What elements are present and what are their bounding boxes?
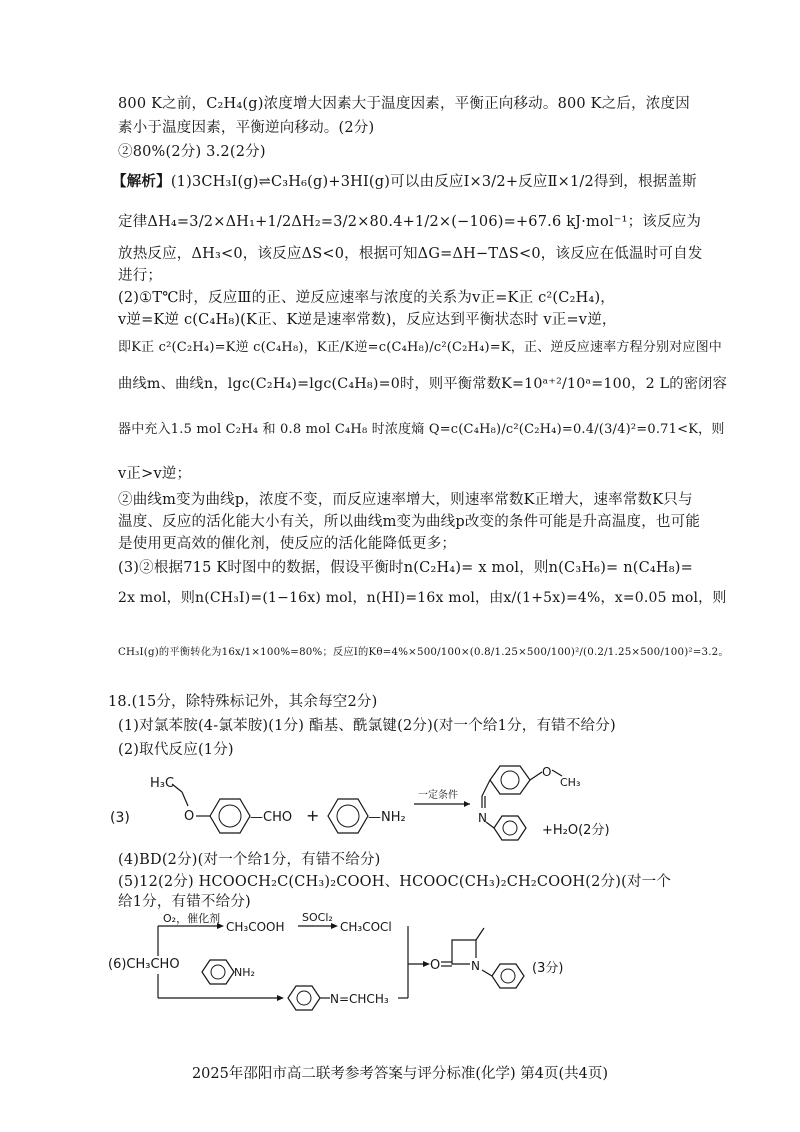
scheme6-score: (3分) <box>532 961 564 976</box>
text-line-15: 温度、反应的活化能大小有关，所以曲线m变为曲线p改变的条件可能是升高温度，也可能 <box>118 514 701 530</box>
text-line-5: 定律ΔH₄=3/2×ΔH₁+1/2ΔH₂=3/2×80.4+1/2×(−106)=+67.6 kJ·mol⁻¹；该反应为 <box>118 214 702 230</box>
text-line-9: v逆=K逆 c(C₄H₈)(K正、K逆是速率常数)，反应达到平衡状态时 v正=v逆， <box>118 312 617 328</box>
reaction-scheme-6 <box>108 912 628 1024</box>
scheme3-tail: +H₂O(2分) <box>542 823 610 838</box>
scheme6-nh2: NH₂ <box>234 966 255 979</box>
text-line-13: v正>v逆； <box>118 466 192 482</box>
scheme3-och3-o: O <box>542 765 552 779</box>
scheme3-ch3: CH₃ <box>560 776 581 789</box>
benzene-ring-7 <box>492 964 524 988</box>
text-line-6: 放热反应，ΔH₃<0，该反应ΔS<0，根据可知ΔG=ΔH−TΔS<0，该反应在低温时可自发 <box>118 246 703 262</box>
benzene-ring-6 <box>288 986 320 1010</box>
scheme6-socl2: SOCl₂ <box>302 912 333 924</box>
scheme6-ch3cocl: CH₃COCl <box>340 920 392 934</box>
scheme6-ch3cooh: CH₃COOH <box>226 920 285 934</box>
text-line-19: CH₃I(g)的平衡转化为16x/1×100%=80%；反应Ⅰ的Kθ=4%×500/100×(0.8/1.25×500/100)²/(0.2/1.25×500/100)²=3.2。 <box>118 646 729 658</box>
scheme6-label: (6)CH₃CHO <box>108 957 180 972</box>
text-line-3: ②80%(2分) 3.2(2分) <box>118 144 266 160</box>
q18-answer-4: (4)BD(2分)(对一个给1分，有错不给分) <box>118 852 381 868</box>
benzene-ring-1 <box>210 799 250 833</box>
page-footer: 2025年邵阳市高二联考参考答案与评分标准(化学) 第4页(共4页) <box>191 1066 609 1082</box>
analysis-tag: 【解析】 <box>112 173 171 190</box>
scheme6-imine: N=CHCH₃ <box>330 992 389 1006</box>
text-line-16: 是使用更高效的催化剂，使反应的活化能降低更多； <box>118 536 457 552</box>
text-line-10: 即K正 c²(C₂H₄)=K逆 c(C₄H₈)，K正/K逆=c(C₄H₈)/c²(C₂H₄)=K，正、逆反应速率方程分别对应图中 <box>118 340 723 355</box>
text-line-2: 素小于温度因素，平衡逆向移动。(2分) <box>118 120 375 136</box>
scheme3-condition: 一定条件 <box>418 790 458 801</box>
text-line-18: 2x mol，则n(CH₃I)=(1−16x) mol，n(HI)=16x mol，由x/(1+5x)=4%，x=0.05 mol，则 <box>118 590 727 606</box>
text-line-7: 进行； <box>118 268 163 284</box>
q18-answer-5: (5)12(2分) HCOOCH₂C(CH₃)₂COOH、HCOOC(CH₃)₂CH₂COOH(2分)(对一个 <box>118 874 672 890</box>
scheme3-label: (3) <box>110 810 130 826</box>
q18-answer-1: (1)对氯苯胺(4-氯苯胺)(1分) 酯基、酰氯键(2分)(对一个给1分，有错不给分) <box>118 718 616 734</box>
text-line-1: 800 K之前，C₂H₄(g)浓度增大因素大于温度因素，平衡正向移动。800 K之后，浓度因 <box>118 96 690 112</box>
text-line-14: ②曲线m变为曲线p，浓度不变，而反应速率增大，则速率常数K正增大，速率常数K只与 <box>118 492 693 508</box>
benzene-ring-3 <box>490 766 530 794</box>
text-line-8: (2)①T℃时，反应Ⅲ的正、逆反应速率与浓度的关系为v正=K正 c²(C₂H₄)， <box>118 290 616 306</box>
scheme6-o2cat: O₂，催化剂 <box>163 912 221 925</box>
benzene-ring-4 <box>494 816 526 840</box>
analysis-text-1: (1)3CH₃I(g)⇌C₃H₆(g)+3HI(g)可以由反应Ⅰ×3/2+反应Ⅱ×1/2得到，根据盖斯 <box>170 174 697 190</box>
scheme3-cho: —CHO <box>250 810 293 825</box>
text-line-12: 器中充入1.5 mol C₂H₄ 和 0.8 mol C₄H₈ 时浓度熵 Q=c(C₄H₈)/c²(C₂H₄)=0.4/(3/4)²=0.71<K，则 <box>118 422 725 437</box>
benzene-ring-2 <box>328 799 368 833</box>
scheme3-h3c: H₃C <box>150 776 175 791</box>
reaction-scheme-3 <box>110 762 670 847</box>
text-line-11: 曲线m、曲线n，lgc(C₂H₄)=lgc(C₄H₈)=0时，则平衡常数K=10ᵃ⁺²/10ᵃ=100，2 L的密闭容 <box>118 376 728 392</box>
q18-answer-5b: 给1分，有错不给分) <box>118 894 251 910</box>
scheme6-n: N <box>471 959 480 973</box>
scheme3-n: N <box>478 811 487 825</box>
scheme3-plus: + <box>306 806 320 825</box>
question-18-header: 18.(15分，除特殊标记外，其余每空2分) <box>108 694 378 710</box>
scheme3-nh2: —NH₂ <box>368 810 406 825</box>
q18-answer-2: (2)取代反应(1分) <box>118 742 234 758</box>
benzene-ring-5 <box>202 960 234 984</box>
text-line-17: (3)②根据715 K时图中的数据，假设平衡时n(C₂H₄)= x mol，则n(C₃H₆)= n(C₄H₈)= <box>118 560 693 576</box>
analysis-line-1 <box>112 172 697 192</box>
scheme6-o: O <box>430 958 441 973</box>
scheme3-o: O <box>184 809 195 824</box>
